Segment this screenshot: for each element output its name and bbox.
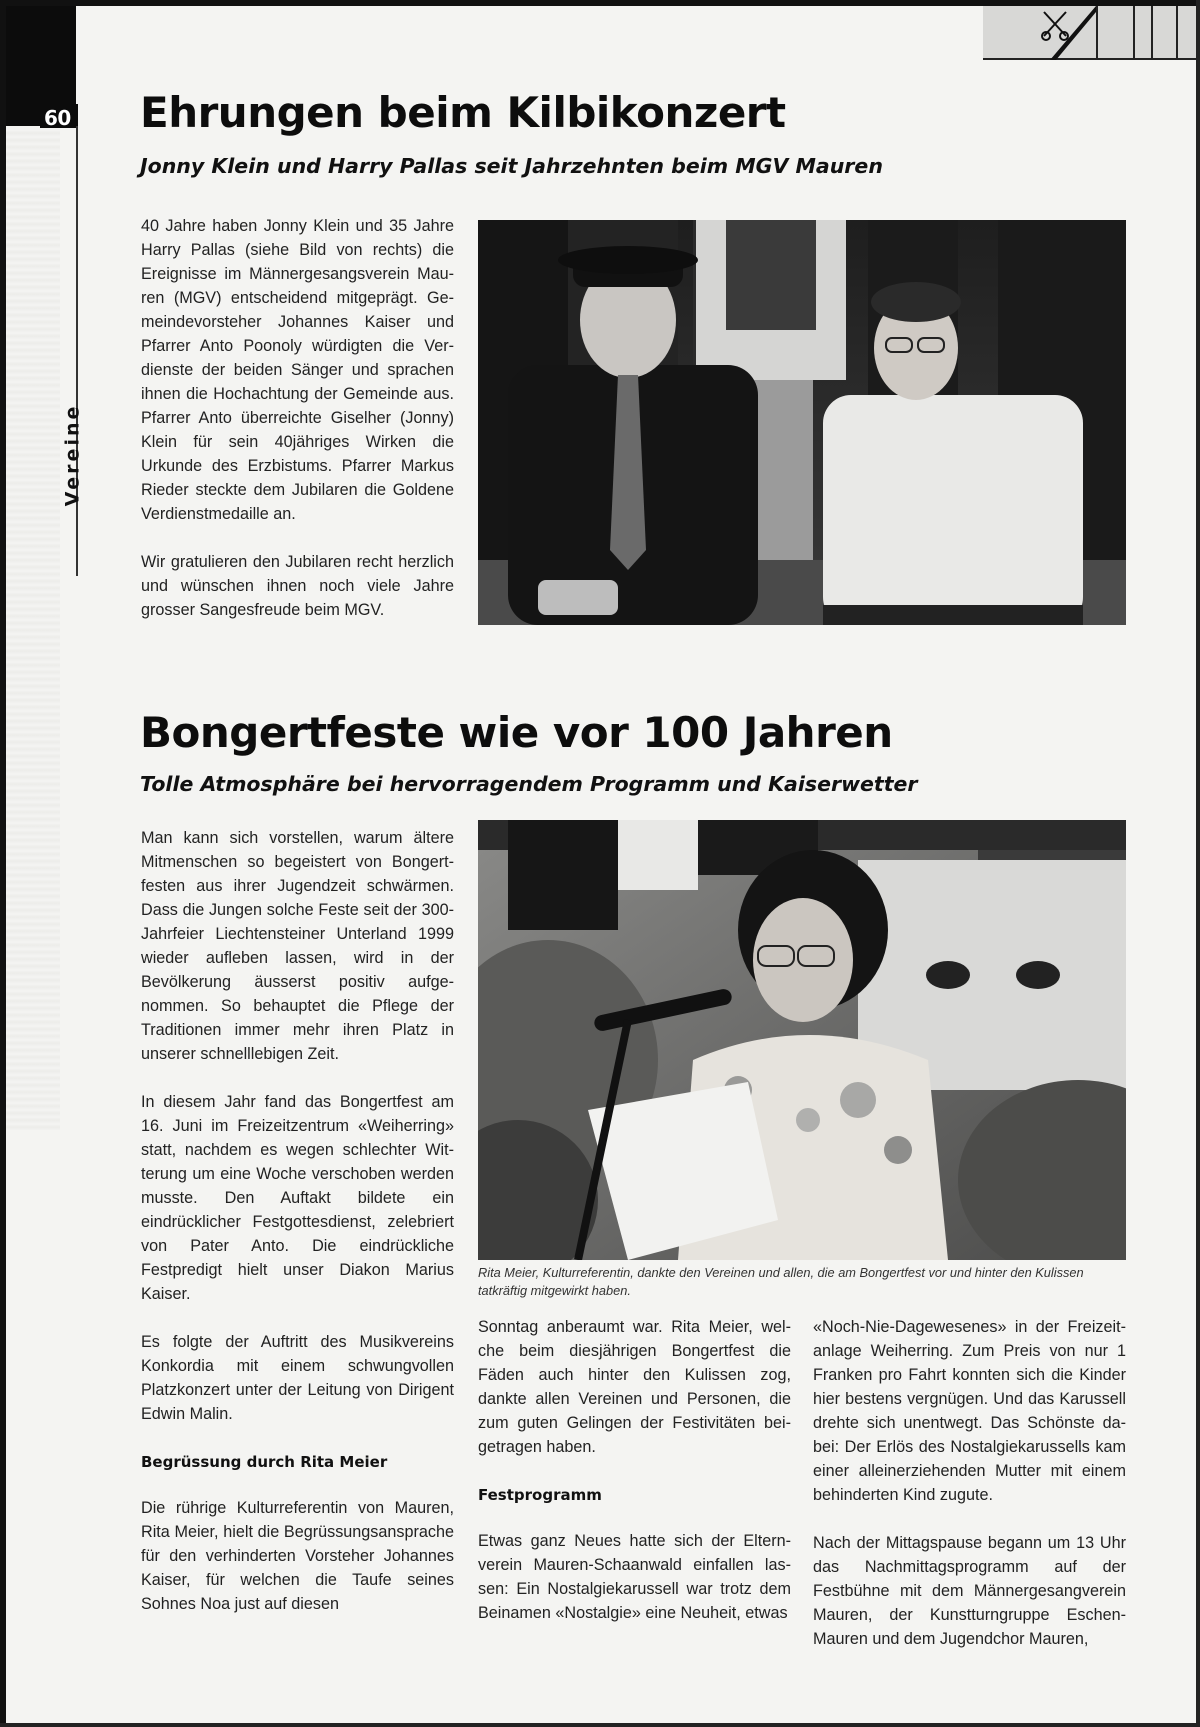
scan-border-right bbox=[1196, 0, 1200, 1727]
article1-paragraph: Wir gratulieren den Jubilaren recht herzlich und wünschen ihnen noch viele Jahre grosser Sangesfreude beim MGV. bbox=[141, 553, 454, 619]
page-number: 60 bbox=[44, 106, 71, 130]
scissors-icon bbox=[1036, 6, 1096, 60]
rita-meier-photo bbox=[478, 820, 1126, 1260]
section-label: Vereine bbox=[61, 403, 84, 507]
grid-line bbox=[1133, 6, 1135, 60]
article2-col2 bbox=[478, 1315, 791, 1625]
article2-subheading: Festprogramm bbox=[478, 1486, 602, 1504]
scan-border-bottom bbox=[0, 1723, 1200, 1727]
grid-line bbox=[1151, 6, 1153, 60]
article2-photo bbox=[478, 820, 1126, 1260]
grid-line bbox=[1176, 6, 1178, 60]
article1-subtitle: Jonny Klein und Harry Pallas seit Jahrzehnten beim MGV Mauren bbox=[140, 154, 883, 178]
section-tab bbox=[60, 380, 84, 530]
article2-paragraph: «Noch-Nie-Dagewesenes» in der Freizeitanlage Weiherring. Zum Preis von nur 1 Franken pro Fahrt konnten sich die Kinder hier bestens vergnügen. Und das Karussell drehte sich unentwegt. Das Schönste dabei: Der Erlös des Nostalgiekarussells kam einer alleinerziehenden Mutter mit einem behinderten Kind zugute. bbox=[813, 1318, 1126, 1504]
photo-caption: Rita Meier, Kulturreferentin, dankte den Vereinen und allen, die am Bongertfest vor und hinter den Kulissen tatkräftig mitgewirkt haben. bbox=[478, 1265, 1084, 1298]
article2-col3 bbox=[813, 1315, 1126, 1651]
article1-title: Ehrungen beim Kilbikonzert bbox=[140, 88, 786, 137]
article1-body bbox=[141, 214, 454, 622]
article2-subtitle: Tolle Atmosphäre bei hervorragendem Programm und Kaiserwetter bbox=[140, 772, 918, 796]
article1-paragraph: 40 Jahre haben Jonny Klein und 35 Jahre Harry Pallas (siehe Bild von rechts) die Ereignisse im Männergesangsverein Mauren (MGV) entscheidend mitgeprägt. Gemeindevorsteher Johannes Kaiser und Pfarrer Anto Poonoly würdigten die Verdienste der beiden Sänger und sprachen ihnen die Hochachtung der Gemeinde aus. Pfarrer Anto überreichte Giselher (Jonny) Klein für sein 40jähriges Wirken die Urkunde des Erzbistums. Pfarrer Markus Rieder steckte dem Jubilaren die Goldene Verdienstmedaille an. bbox=[141, 217, 454, 523]
article2-paragraph: Man kann sich vorstellen, warum ältere Mitmenschen so begeistert von Bongertfesten aus ihrer Jugendzeit schwärmen. Dass die Jungen solche Feste seit der 300-Jahrfeier Liechtensteiner Unterland 1999 wieder aufleben lassen, wird in der Bevölkerung äusserst positiv aufgenommen. So behauptet die Pflege der Traditionen immer mehr ihren Platz in unserer schnelllebigen Zeit. bbox=[141, 829, 454, 1063]
article2-title: Bongertfeste wie vor 100 Jahren bbox=[140, 708, 893, 757]
article2-paragraph: Sonntag anberaumt war. Rita Meier, welche beim diesjährigen Bongertfest die Fäden auch hinter den Kulissen zog, dankte allen Vereinen und Personen, die zum guten Gelingen der Festivitäten beigetragen haben. bbox=[478, 1318, 791, 1456]
grid-line bbox=[1096, 6, 1098, 60]
article2-subheading: Begrüssung durch Rita Meier bbox=[141, 1453, 388, 1471]
article2-paragraph: Die rührige Kulturreferentin von Mauren, Rita Meier, hielt die Begrüssungsansprache für den verhinderten Vorsteher Johannes Kaiser, für welchen die Taufe seines Sohnes Noa just auf diesen bbox=[141, 1499, 454, 1613]
article2-paragraph: In diesem Jahr fand das Bongertfest am 16. Juni im Freizeitzentrum «Weiherring» statt, nachdem es wegen schlechter Witterung um eine Woche verschoben werden musste. Den Auftakt bildete ein eindrücklicher Festgottesdienst, zelebriert von Pater Anto. Die eindrückliche Festpredigt hielt unser Diakon Marius Kaiser. bbox=[141, 1093, 454, 1303]
article1-photo bbox=[478, 220, 1126, 625]
article2-paragraph: Es folgte der Auftritt des Musikvereins Konkordia mit einem schwungvollen Platzkonzert unter der Leitung von Dirigent Edwin Malin. bbox=[141, 1333, 454, 1423]
article2-col1 bbox=[141, 826, 454, 1616]
jubilarians-photo bbox=[478, 220, 1126, 625]
article2-paragraph: Etwas ganz Neues hatte sich der Elternverein Mauren-Schaanwald einfallen lassen: Ein Nostalgiekarussell war trotz dem Beinamen «Nostalgie» eine Neuheit, etwas bbox=[478, 1532, 791, 1622]
article2-paragraph: Nach der Mittagspause begann um 13 Uhr das Nachmittagsprogramm auf der Festbühne mit dem Männergesangverein Mauren, der Kunstturngruppe Eschen-Mauren und dem Jugendchor Mauren, bbox=[813, 1534, 1126, 1648]
scan-texture bbox=[6, 130, 60, 1130]
